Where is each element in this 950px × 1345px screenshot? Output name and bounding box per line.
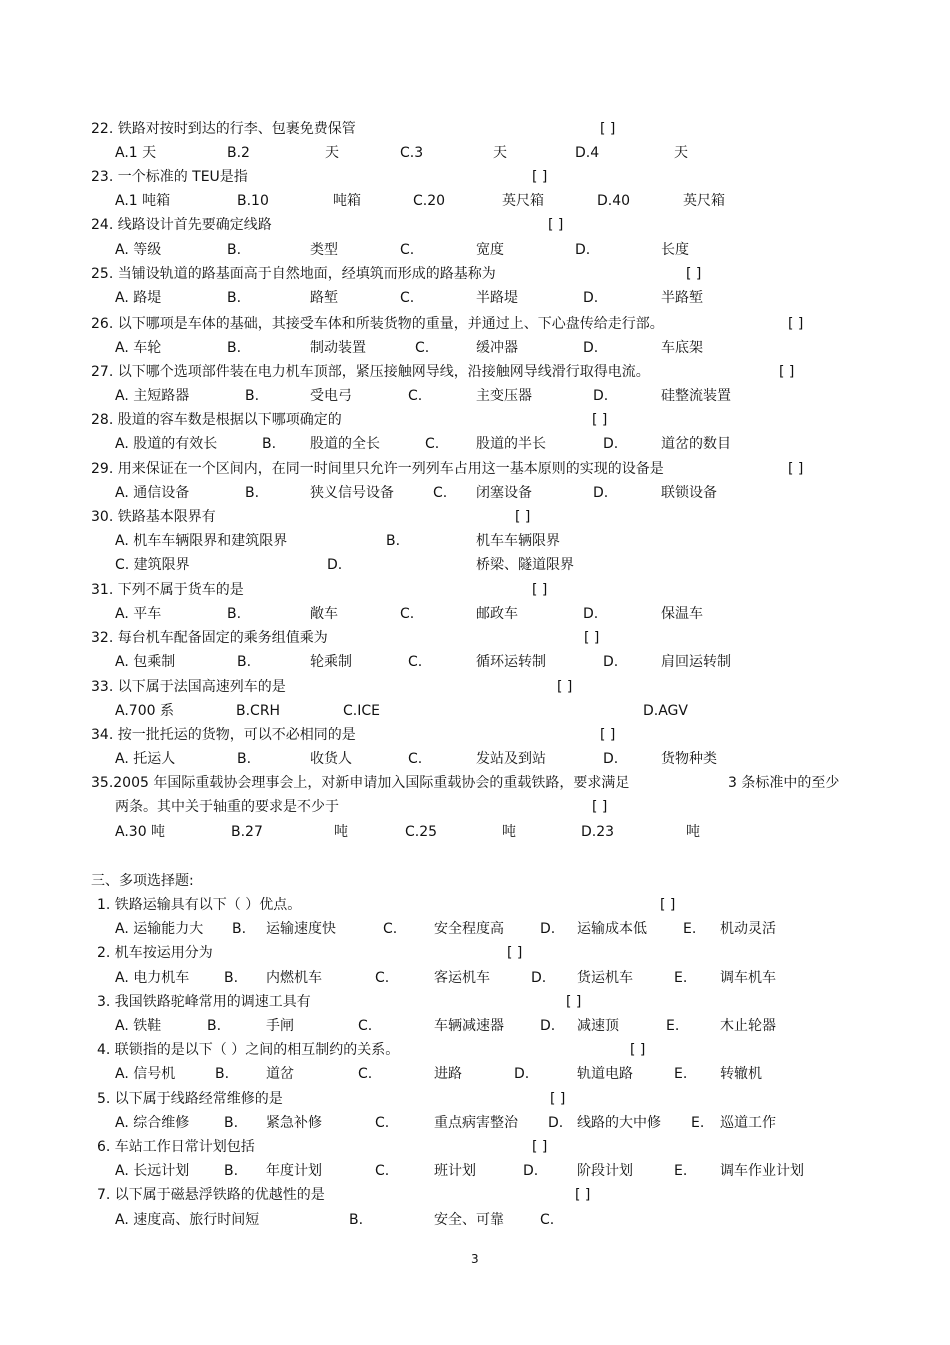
option-d: D. [514, 1066, 530, 1082]
question-28: 28. 股道的容车数是根据以下哪项确定的 [91, 412, 342, 428]
option-d: D. [593, 388, 609, 404]
option-d: D. [575, 242, 591, 258]
question-27: 27. 以下哪个选项部件装在电力机车顶部，紧压接触网导线，沿接触网导线滑行取得电流。 [91, 364, 650, 380]
option-b: B. [215, 1066, 230, 1082]
question-30: 30. 铁路基本限界有 [91, 509, 216, 525]
option-a: A. 路堤 [115, 290, 162, 306]
answer-bracket: [ ] [566, 994, 582, 1010]
option-text: 狭义信号设备 [310, 485, 394, 501]
option-text: 吨 [686, 824, 700, 840]
option-d: D.23 [581, 824, 615, 840]
option-a: A. 长远计划 [115, 1163, 190, 1179]
option-text: 主变压器 [476, 388, 532, 404]
option-a: A. 速度高、旅行时间短 [115, 1212, 260, 1228]
option-d: D. [531, 970, 547, 986]
option-a: A. 铁鞋 [115, 1018, 162, 1034]
option-c: C.20 [413, 193, 446, 209]
option-b: B. [224, 1163, 239, 1179]
option-text: 宽度 [476, 242, 504, 258]
option-c: C.25 [405, 824, 438, 840]
answer-bracket: [ ] [575, 1187, 591, 1203]
option-a: A. 信号机 [115, 1066, 176, 1082]
option-c: C. [400, 606, 415, 622]
option-c: C. [383, 921, 398, 937]
option-text: 车底架 [661, 340, 703, 356]
option-a: A. 运输能力大 [115, 921, 204, 937]
multi-question-4: 4. 联锁指的是以下（ ）之间的相互制约的关系。 [97, 1042, 400, 1058]
question-25: 25. 当铺设轨道的路基面高于自然地面，经填筑而形成的路基称为 [91, 266, 496, 282]
section-heading: 三、多项选择题: [91, 873, 194, 889]
option-text: 吨 [502, 824, 516, 840]
answer-bracket: [ ] [592, 412, 608, 428]
option-d: D.AGV [643, 703, 688, 719]
option-text: 天 [325, 145, 339, 161]
answer-bracket: [ ] [507, 945, 523, 961]
option-text: 邮政车 [476, 606, 518, 622]
option-text: 调车机车 [720, 970, 776, 986]
option-c: C. [375, 1115, 390, 1131]
option-e: E. [674, 1163, 688, 1179]
option-b: B.27 [231, 824, 263, 840]
option-text: 道岔的数目 [661, 436, 731, 452]
option-text: 路堑 [310, 290, 338, 306]
option-text: 道岔 [266, 1066, 294, 1082]
question-23: 23. 一个标准的 TEU是指 [91, 169, 248, 185]
option-text: 进路 [434, 1066, 462, 1082]
option-text: 巡道工作 [720, 1115, 776, 1131]
option-b: B. [227, 606, 242, 622]
option-a: A. 机车车辆限界和建筑限界 [115, 533, 288, 549]
question-35-continued: 3 条标准中的至少 [728, 775, 840, 791]
option-a: A. 综合维修 [115, 1115, 190, 1131]
answer-bracket: [ ] [515, 509, 531, 525]
option-c: C. [415, 340, 430, 356]
multi-question-1: 1. 铁路运输具有以下（ ）优点。 [97, 897, 302, 913]
option-text: 转辙机 [720, 1066, 762, 1082]
option-b: B.10 [237, 193, 269, 209]
answer-bracket: [ ] [584, 630, 600, 646]
answer-bracket: [ ] [557, 679, 573, 695]
option-text: 运输速度快 [266, 921, 336, 937]
option-a: A. 平车 [115, 606, 162, 622]
answer-bracket: [ ] [779, 364, 795, 380]
option-text: 桥梁、隧道限界 [476, 557, 574, 573]
option-e: E. [674, 1066, 688, 1082]
option-text: 线路的大中修 [577, 1115, 661, 1131]
option-text: 吨 [334, 824, 348, 840]
answer-bracket: [ ] [788, 316, 804, 332]
option-text: 调车作业计划 [720, 1163, 804, 1179]
option-a: A.1 天 [115, 145, 157, 161]
option-b: B. [349, 1212, 364, 1228]
option-text: 英尺箱 [502, 193, 544, 209]
option-e: E. [666, 1018, 680, 1034]
question-35-line2: 两条。其中关于轴重的要求是不少于 [115, 799, 339, 815]
question-35: 35.2005 年国际重载协会理事会上，对新申请加入国际重载协会的重载铁路，要求满足 [91, 775, 630, 791]
multi-question-3: 3. 我国铁路驼峰常用的调速工具有 [97, 994, 311, 1010]
answer-bracket: [ ] [788, 461, 804, 477]
option-b: B. [245, 485, 260, 501]
multi-question-5: 5. 以下属于线路经常维修的是 [97, 1091, 283, 1107]
option-b: B. [232, 921, 247, 937]
question-22: 22. 铁路对按时到达的行李、包裹免费保管 [91, 121, 356, 137]
option-text: 闭塞设备 [476, 485, 532, 501]
option-c: C. [400, 290, 415, 306]
option-text: 发站及到站 [476, 751, 546, 767]
multi-question-7: 7. 以下属于磁悬浮铁路的优越性的是 [97, 1187, 325, 1203]
question-26: 26. 以下哪项是车体的基础，其接受车体和所装货物的重量，并通过上、下心盘传给走行部。 [91, 316, 664, 332]
option-d: D. [583, 340, 599, 356]
question-32: 32. 每台机车配备固定的乘务组值乘为 [91, 630, 328, 646]
option-text: 木止轮器 [720, 1018, 776, 1034]
option-a: A. 通信设备 [115, 485, 190, 501]
option-text: 重点病害整治 [434, 1115, 518, 1131]
option-a: A.700 系 [115, 703, 174, 719]
option-text: 制动装置 [310, 340, 366, 356]
option-d: D. [583, 606, 599, 622]
option-text: 减速顶 [577, 1018, 619, 1034]
option-b: B. [224, 1115, 239, 1131]
option-d: D.40 [597, 193, 631, 209]
option-a: A. 股道的有效长 [115, 436, 218, 452]
option-text: 半路堤 [476, 290, 518, 306]
option-text: 内燃机车 [266, 970, 322, 986]
option-text: 硅整流装置 [661, 388, 731, 404]
option-c: C. [375, 1163, 390, 1179]
option-text: 股道的全长 [310, 436, 380, 452]
answer-bracket: [ ] [532, 169, 548, 185]
option-d: D. [603, 436, 619, 452]
option-text: 肩回运转制 [661, 654, 731, 670]
option-text: 机车车辆限界 [476, 533, 560, 549]
option-b: B.2 [227, 145, 250, 161]
option-d: D. [540, 921, 556, 937]
option-b: B. [245, 388, 260, 404]
option-d: D. [603, 654, 619, 670]
answer-bracket: [ ] [532, 582, 548, 598]
option-c: C.3 [400, 145, 424, 161]
option-c: C. [375, 970, 390, 986]
option-b: B. [227, 340, 242, 356]
option-b: B. [227, 242, 242, 258]
option-d: D. [593, 485, 609, 501]
multi-question-6: 6. 车站工作日常计划包括 [97, 1139, 255, 1155]
question-33: 33. 以下属于法国高速列车的是 [91, 679, 286, 695]
option-b: B. [207, 1018, 222, 1034]
option-text: 轨道电路 [577, 1066, 633, 1082]
question-29: 29. 用来保证在一个区间内，在同一时间里只允许一列列车占用这一基本原则的实现的设备是 [91, 461, 664, 477]
option-text: 阶段计划 [577, 1163, 633, 1179]
answer-bracket: [ ] [592, 799, 608, 815]
question-34: 34. 按一批托运的货物，可以不必相同的是 [91, 727, 356, 743]
option-text: 货运机车 [577, 970, 633, 986]
option-text: 货物种类 [661, 751, 717, 767]
option-c: C. [358, 1018, 373, 1034]
option-text: 安全、可靠 [434, 1212, 504, 1228]
option-text: 运输成本低 [577, 921, 647, 937]
option-text: 手闸 [266, 1018, 294, 1034]
option-a: A. 电力机车 [115, 970, 190, 986]
option-c: C. [433, 485, 448, 501]
option-text: 保温车 [661, 606, 703, 622]
option-b: B. [227, 290, 242, 306]
option-b: B. [386, 533, 401, 549]
option-c: C. [400, 242, 415, 258]
answer-bracket: [ ] [532, 1139, 548, 1155]
answer-bracket: [ ] [550, 1091, 566, 1107]
option-b: B. [237, 654, 252, 670]
option-text: 收货人 [310, 751, 352, 767]
option-d: D. [548, 1115, 564, 1131]
option-text: 年度计划 [266, 1163, 322, 1179]
option-a: A. 托运人 [115, 751, 176, 767]
option-text: 紧急补修 [266, 1115, 322, 1131]
option-text: 客运机车 [434, 970, 490, 986]
option-c: C. [540, 1212, 555, 1228]
option-text: 吨箱 [333, 193, 361, 209]
option-a: A.1 吨箱 [115, 193, 171, 209]
answer-bracket: [ ] [600, 727, 616, 743]
option-b: B. [224, 970, 239, 986]
option-c: C. [408, 654, 423, 670]
option-a: A. 包乘制 [115, 654, 176, 670]
option-d: D. [540, 1018, 556, 1034]
option-d: D.4 [575, 145, 600, 161]
option-d: D. [583, 290, 599, 306]
option-d: D. [327, 557, 343, 573]
question-31: 31. 下列不属于货车的是 [91, 582, 244, 598]
option-c: C. [408, 388, 423, 404]
option-text: 半路堑 [661, 290, 703, 306]
option-text: 缓冲器 [476, 340, 518, 356]
option-text: 受电弓 [310, 388, 352, 404]
multi-question-2: 2. 机车按运用分为 [97, 945, 213, 961]
option-a: A.30 吨 [115, 824, 166, 840]
option-text: 车辆减速器 [434, 1018, 504, 1034]
option-d: D. [523, 1163, 539, 1179]
option-text: 敞车 [310, 606, 338, 622]
answer-bracket: [ ] [630, 1042, 646, 1058]
option-text: 股道的半长 [476, 436, 546, 452]
option-text: 长度 [661, 242, 689, 258]
option-text: 英尺箱 [683, 193, 725, 209]
answer-bracket: [ ] [686, 266, 702, 282]
option-a: A. 等级 [115, 242, 162, 258]
answer-bracket: [ ] [548, 217, 564, 233]
option-text: 机动灵活 [720, 921, 776, 937]
answer-bracket: [ ] [600, 121, 616, 137]
option-b: B. [237, 751, 252, 767]
option-text: 类型 [310, 242, 338, 258]
option-c: C. [358, 1066, 373, 1082]
option-c: C. [425, 436, 440, 452]
option-e: E. [691, 1115, 705, 1131]
option-b: B. [262, 436, 277, 452]
option-a: A. 主短路器 [115, 388, 190, 404]
page-number: 3 [471, 1252, 479, 1266]
option-c: C. [408, 751, 423, 767]
option-text: 天 [674, 145, 688, 161]
option-b: B.CRH [236, 703, 281, 719]
option-c: C. 建筑限界 [115, 557, 190, 573]
option-text: 班计划 [434, 1163, 476, 1179]
option-d: D. [603, 751, 619, 767]
option-text: 联锁设备 [661, 485, 717, 501]
option-e: E. [674, 970, 688, 986]
answer-bracket: [ ] [660, 897, 676, 913]
option-a: A. 车轮 [115, 340, 162, 356]
option-text: 循环运转制 [476, 654, 546, 670]
option-text: 轮乘制 [310, 654, 352, 670]
question-24: 24. 线路设计首先要确定线路 [91, 217, 272, 233]
option-c: C.ICE [343, 703, 380, 719]
option-text: 天 [493, 145, 507, 161]
option-text: 安全程度高 [434, 921, 504, 937]
option-e: E. [683, 921, 697, 937]
